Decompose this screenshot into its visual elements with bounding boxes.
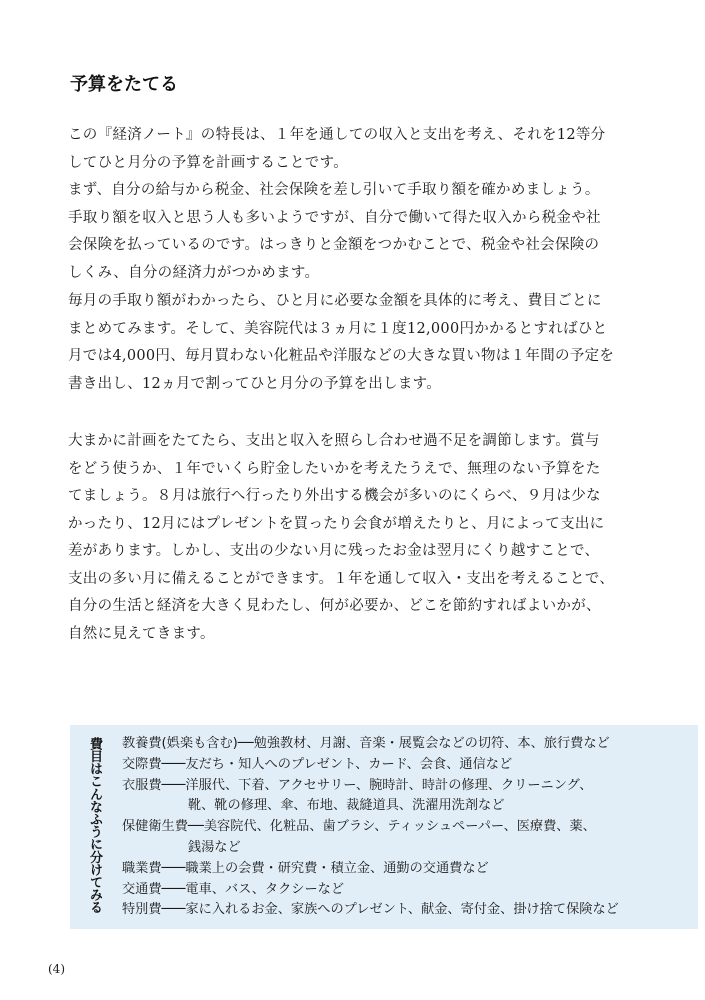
text-line: 支出の多い月に備えることができます。１年を通して収入・支出を考えることで、	[68, 570, 615, 587]
text-line: 差があります。しかし、支出の少ない月に残ったお金は翌月にくり越すことで、	[68, 543, 600, 559]
category-item: 保健衛生費──美容院代、化粧品、歯ブラシ、ティッシュペーパー、医療費、薬、	[122, 819, 596, 835]
text-line: かったり、12月にはプレゼントを買ったり会食が増えたりと、月によって支出に	[68, 515, 605, 532]
page-number: (4)	[48, 962, 65, 976]
paragraph-3	[68, 428, 648, 648]
text-line: この『経済ノート』の特長は、１年を通しての収入と支出を考え、それを12等分	[68, 127, 606, 143]
category-box-title: 費目はこんなふうに分けてみる	[87, 737, 102, 914]
text-line: 月では4,000円、毎月買わない化粧品や洋服などの大きな買い物は１年間の予定を	[68, 348, 615, 364]
category-list	[122, 734, 692, 921]
category-item: 教養費(娯楽も含む)──勉強教材、月謝、音楽・展覧会などの切符、本、旅行費など	[122, 736, 610, 751]
text-line: 自分の生活と経済を大きく見わたし、何が必要か、どこを節約すればよいかが、	[68, 598, 601, 614]
text-line: しくみ、自分の経済力がつかめます。	[68, 264, 320, 281]
category-item: 職業費───職業上の会費・研究費・積立金、通勤の交通費など	[122, 860, 489, 876]
text-line: をどう使うか、１年でいくら貯金したいかを考えたうえで、無理のない予算をた	[68, 460, 601, 477]
paragraph-1	[68, 122, 648, 287]
text-line: 毎月の手取り額がわかったら、ひと月に必要な金額を具体的に考え、費目ごとに	[68, 293, 602, 309]
text-line: てましょう。８月は旅行へ行ったり外出する機会が多いのにくらべ、９月は少な	[68, 488, 601, 504]
text-line: 自然に見えてきます。	[68, 625, 215, 642]
text-line: 手取り額を収入と思う人も多いようですが、自分で働いて得た収入から税金や社	[68, 209, 601, 226]
category-item-continued: 靴、靴の修理、傘、布地、裁縫道具、洗濯用洗剤など	[122, 798, 505, 814]
text-line: 書き出し、12ヵ月で割ってひと月分の予算を出します。	[68, 375, 442, 392]
category-item: 交通費───電車、バス、タクシーなど	[122, 881, 345, 897]
text-line: まず、自分の給与から税金、社会保険を差し引いて手取り額を確かめましょう。	[68, 182, 600, 198]
category-item: 交際費───友だち・知人へのプレゼント、カード、会食、通信など	[122, 756, 513, 772]
category-item: 特別費───家に入れるお金、家族へのプレゼント、献金、寄付金、掛け捨て保険など	[122, 902, 619, 918]
page-title: 予算をたてる	[70, 74, 178, 95]
category-item: 衣服費───洋服代、下着、アクセサリー、腕時計、時計の修理、クリーニング、	[122, 777, 593, 793]
text-line: してひと月分の予算を計画することです。	[68, 154, 349, 171]
text-line: 大まかに計画をたてたら、支出と収入を照らし合わせ過不足を調節します。賞与	[68, 433, 600, 449]
paragraph-2	[68, 288, 648, 398]
text-line: 会保険を払っているのです。はっきりと金額をつかむことで、税金や社会保険の	[68, 237, 600, 253]
category-item-continued: 銭湯など	[122, 839, 241, 855]
text-line: まとめてみます。そして、美容院代は３ヵ月に１度12,000円かかるとすればひと	[68, 320, 608, 337]
